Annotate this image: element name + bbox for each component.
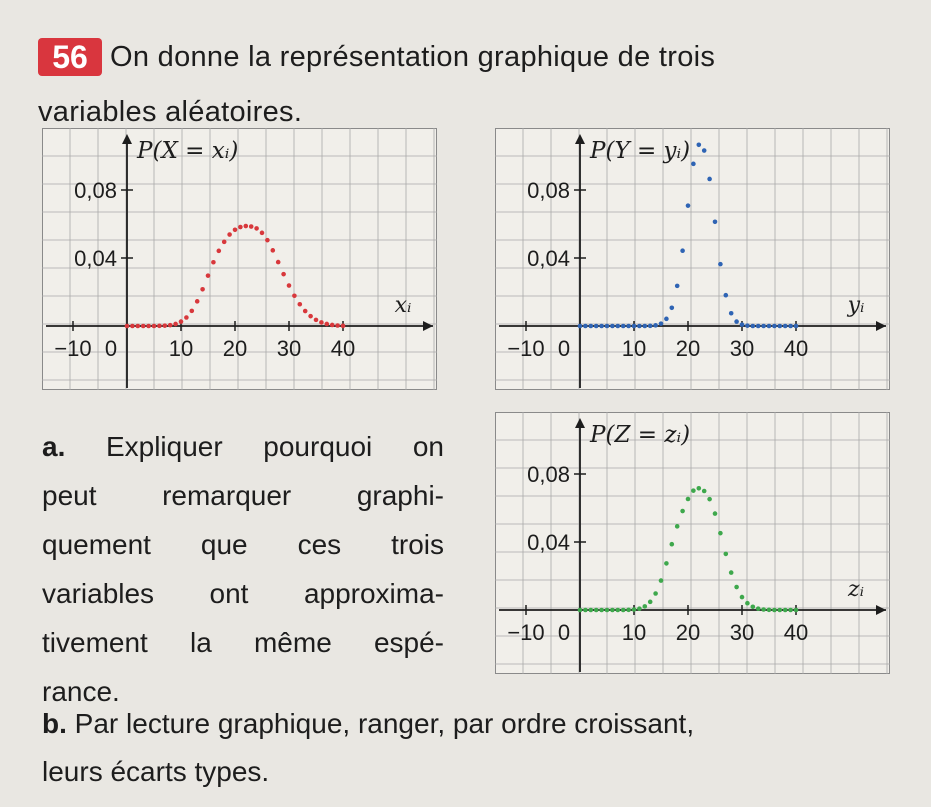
data-point	[664, 317, 669, 322]
data-point	[594, 608, 599, 613]
chart-title: P(Z = zᵢ)	[590, 422, 691, 448]
x-tick-label: 0	[104, 336, 118, 361]
x-tick-label: −10	[507, 336, 545, 361]
data-point	[697, 142, 702, 147]
x-tick-label: 30	[729, 336, 755, 361]
data-point	[152, 324, 157, 329]
data-point	[249, 224, 254, 229]
data-point	[637, 606, 642, 611]
chart-svg	[495, 412, 890, 674]
question-a-line-3: quement que ces trois	[42, 529, 444, 560]
data-point	[707, 177, 712, 182]
data-point	[783, 324, 788, 329]
data-point	[616, 324, 621, 329]
data-point	[772, 324, 777, 329]
data-point	[643, 604, 648, 609]
data-point	[265, 238, 270, 243]
data-point	[724, 293, 729, 298]
x-tick-label: 40	[330, 336, 356, 361]
data-point	[319, 320, 324, 325]
x-axis-label: yᵢ	[847, 293, 865, 318]
data-point	[621, 324, 626, 329]
data-point	[788, 324, 793, 329]
data-point	[292, 293, 297, 298]
data-point	[195, 299, 200, 304]
data-point	[670, 306, 675, 311]
data-point	[745, 323, 750, 328]
data-point	[778, 324, 783, 329]
question-a-line-6: rance.	[42, 676, 120, 707]
data-point	[287, 283, 292, 288]
x-tick-label: 10	[168, 336, 194, 361]
data-point	[173, 322, 178, 327]
question-a	[42, 422, 444, 716]
data-point	[702, 489, 707, 494]
data-point	[621, 608, 626, 613]
data-point	[670, 542, 675, 547]
data-point	[680, 248, 685, 253]
data-point	[761, 607, 766, 612]
data-point	[729, 570, 734, 575]
data-point	[227, 232, 232, 237]
data-point	[729, 311, 734, 316]
data-point	[578, 608, 583, 613]
y-tick-label: 0,04	[527, 246, 570, 271]
x-tick-label: 20	[675, 336, 701, 361]
data-point	[298, 302, 303, 307]
x-tick-label: 40	[783, 336, 809, 361]
data-point	[734, 585, 739, 590]
exercise-number-badge: 56	[38, 38, 102, 76]
x-axis-label: xᵢ	[394, 293, 412, 318]
data-point	[206, 273, 211, 278]
data-point	[675, 284, 680, 289]
data-point	[335, 323, 340, 328]
chart-x-distribution	[42, 128, 437, 390]
x-tick-label: 10	[621, 620, 647, 645]
y-tick-label: 0,08	[527, 178, 570, 203]
data-point	[626, 324, 631, 329]
y-tick-label: 0,08	[74, 178, 117, 203]
data-point	[648, 324, 653, 329]
data-point	[254, 226, 259, 231]
data-point	[610, 324, 615, 329]
data-point	[125, 324, 130, 329]
data-point	[713, 511, 718, 516]
data-point	[664, 561, 669, 566]
data-point	[653, 591, 658, 596]
data-point	[578, 324, 583, 329]
data-point	[179, 319, 184, 324]
data-point	[200, 287, 205, 292]
data-point	[599, 324, 604, 329]
data-point	[233, 227, 238, 232]
y-tick-label: 0,04	[527, 530, 570, 555]
data-point	[130, 324, 135, 329]
x-axis-label: zᵢ	[847, 577, 865, 602]
data-point	[217, 249, 222, 254]
question-b-line-2: leurs écarts types.	[42, 756, 270, 787]
chart-y-distribution	[495, 128, 890, 390]
data-point	[325, 322, 330, 327]
data-point	[632, 607, 637, 612]
data-point	[643, 324, 648, 329]
intro-line-2: variables aléatoires.	[38, 96, 303, 128]
chart-svg	[42, 128, 437, 390]
data-point	[756, 606, 761, 611]
data-point	[659, 578, 664, 583]
data-point	[583, 324, 588, 329]
data-point	[605, 324, 610, 329]
data-point	[713, 219, 718, 224]
data-point	[168, 323, 173, 328]
data-point	[599, 608, 604, 613]
x-tick-label: 0	[557, 336, 571, 361]
data-point	[659, 321, 664, 326]
data-point	[702, 148, 707, 153]
data-point	[794, 608, 799, 613]
chart-title: P(Y = yᵢ)	[590, 138, 691, 164]
data-point	[691, 488, 696, 493]
data-point	[761, 324, 766, 329]
y-tick-label: 0,08	[527, 462, 570, 487]
x-tick-label: 30	[276, 336, 302, 361]
data-point	[718, 531, 723, 536]
data-point	[303, 309, 308, 314]
data-point	[745, 601, 750, 606]
data-point	[222, 240, 227, 245]
data-point	[637, 324, 642, 329]
x-tick-label: 10	[621, 336, 647, 361]
question-a-line-5: tivement la même espé-	[42, 627, 444, 658]
question-a-line-1: Expliquer pourquoi on	[105, 431, 444, 462]
data-point	[718, 262, 723, 267]
intro-line-1: On donne la représentation graphique de trois	[110, 41, 716, 73]
question-a-marker: a.	[42, 431, 66, 462]
data-point	[724, 552, 729, 557]
data-point	[271, 248, 276, 253]
x-tick-label: 20	[675, 620, 701, 645]
data-point	[341, 324, 346, 329]
data-point	[276, 260, 281, 265]
data-point	[767, 324, 772, 329]
data-point	[632, 324, 637, 329]
data-point	[734, 319, 739, 324]
data-point	[616, 608, 621, 613]
data-point	[691, 162, 696, 167]
data-point	[244, 224, 249, 229]
data-point	[697, 486, 702, 491]
data-point	[680, 509, 685, 514]
data-point	[794, 324, 799, 329]
data-point	[675, 524, 680, 529]
data-point	[281, 272, 286, 277]
data-point	[767, 608, 772, 613]
x-tick-label: 20	[222, 336, 248, 361]
question-a-line-2: peut remarquer graphi-	[42, 480, 444, 511]
y-tick-label: 0,04	[74, 246, 117, 271]
data-point	[751, 604, 756, 609]
data-point	[583, 608, 588, 613]
data-point	[783, 608, 788, 613]
data-point	[707, 497, 712, 502]
data-point	[157, 324, 162, 329]
exercise-intro	[38, 30, 878, 140]
data-point	[686, 203, 691, 208]
data-point	[740, 322, 745, 327]
data-point	[589, 324, 594, 329]
x-tick-label: −10	[507, 620, 545, 645]
x-tick-label: −10	[54, 336, 92, 361]
data-point	[648, 600, 653, 605]
data-point	[314, 318, 319, 323]
data-point	[136, 324, 141, 329]
x-tick-label: 0	[557, 620, 571, 645]
data-point	[211, 260, 216, 265]
data-point	[330, 323, 335, 328]
data-point	[756, 324, 761, 329]
data-point	[610, 608, 615, 613]
data-point	[594, 324, 599, 329]
data-point	[772, 608, 777, 613]
data-point	[184, 315, 189, 320]
x-tick-label: 40	[783, 620, 809, 645]
data-point	[686, 497, 691, 502]
data-point	[653, 323, 658, 328]
question-b-marker: b.	[42, 708, 67, 739]
x-tick-label: 30	[729, 620, 755, 645]
question-b	[42, 700, 892, 796]
data-point	[589, 608, 594, 613]
data-point	[141, 324, 146, 329]
data-point	[260, 231, 265, 236]
chart-z-distribution	[495, 412, 890, 674]
data-point	[238, 225, 243, 230]
data-point	[626, 608, 631, 613]
data-point	[146, 324, 151, 329]
data-point	[751, 324, 756, 329]
data-point	[740, 595, 745, 600]
question-a-line-4: variables ont approxima-	[42, 578, 444, 609]
question-b-line-1: Par lecture graphique, ranger, par ordre croissant,	[74, 708, 695, 739]
data-point	[308, 314, 313, 319]
chart-title: P(X = xᵢ)	[137, 138, 239, 164]
data-point	[778, 608, 783, 613]
data-point	[163, 323, 168, 328]
data-point	[605, 608, 610, 613]
data-point	[788, 608, 793, 613]
chart-svg	[495, 128, 890, 390]
data-point	[190, 309, 195, 314]
